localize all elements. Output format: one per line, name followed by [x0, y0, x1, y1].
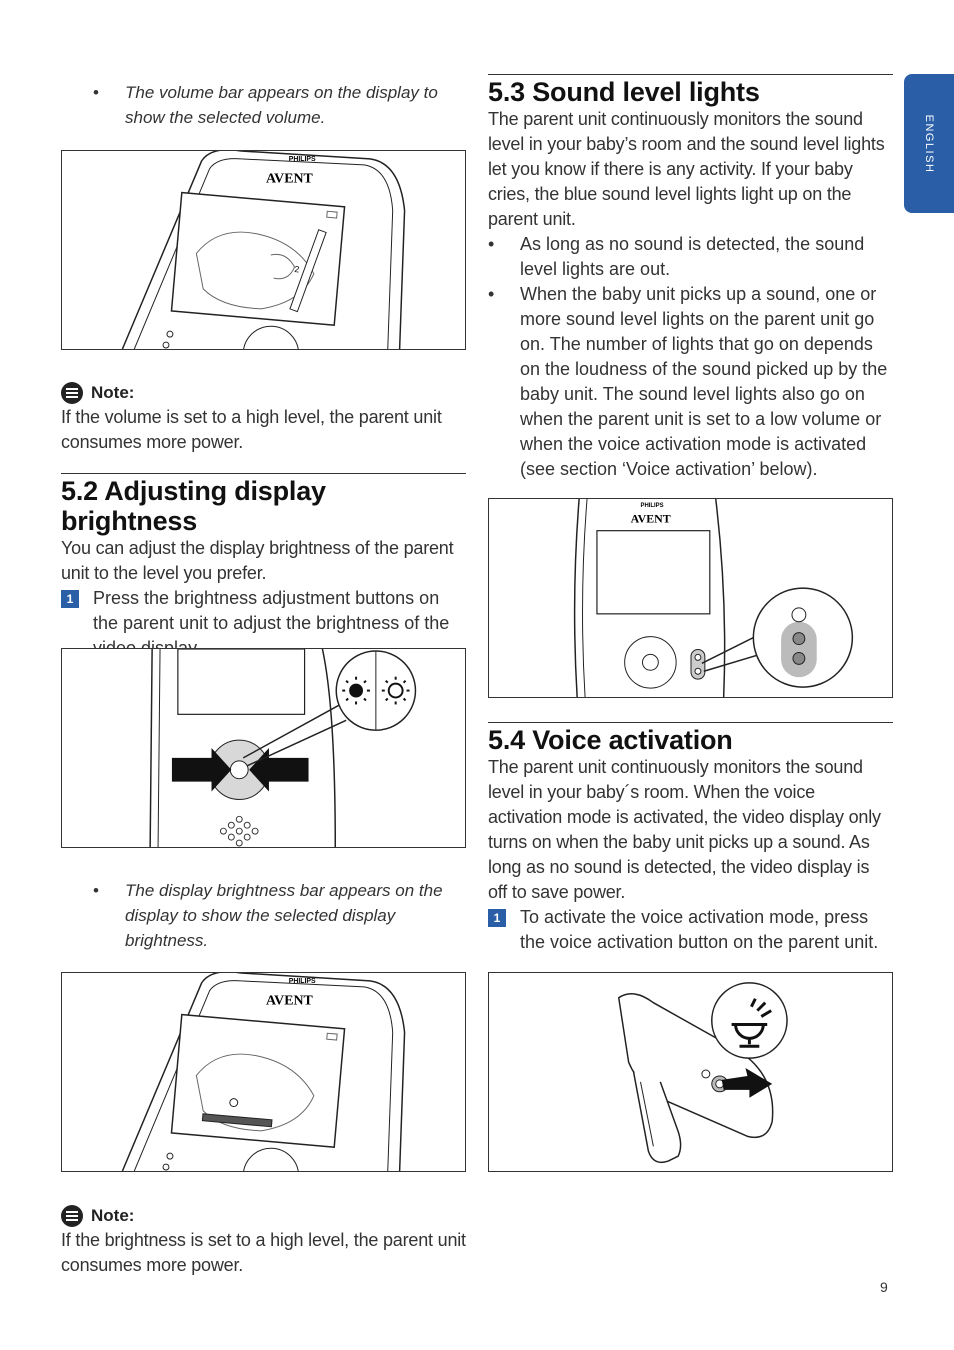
section-5-3-intro: The parent unit continuously monitors the sound level in your baby’s room and the sound level lights let you know if there is any activity. If your baby cries, the blue sound level lights light up on the parent unit. [488, 109, 885, 229]
note-icon [61, 1205, 83, 1227]
section-5-3 [488, 74, 893, 482]
figure-voice-activation [488, 972, 893, 1172]
note-brightness [61, 1203, 466, 1278]
note-brightness-text: If the brightness is set to a high level, the parent unit consumes more power. [61, 1230, 466, 1275]
section-5-4 [488, 722, 893, 955]
note-brightness-label: Note: [91, 1206, 135, 1225]
note-brightness-head [61, 1203, 466, 1228]
brightness-bar-bullet: • The display brightness bar appears on the display to show the selected display brightness. [61, 878, 466, 953]
brand-philips-text: PHILIPS [640, 502, 664, 509]
note-volume-label: Note: [91, 383, 135, 402]
volume-scale-text: 2 [293, 264, 300, 275]
step-number-badge: 1 [61, 590, 79, 608]
section-5-2-step-1-text: Press the brightness adjustment buttons on the parent unit to adjust the brightness of the [93, 588, 450, 633]
section-5-4-step-1-text: To activate the voice activation mode, press the voice activation button on the parent unit. [520, 907, 879, 952]
figure-volume-display [61, 150, 466, 350]
figure-sound-lights [488, 498, 893, 698]
brand-avent-text: AVENT [265, 992, 313, 1008]
section-5-4-title: 5.4 Voice activation [488, 722, 893, 755]
section-5-2-title: 5.2 Adjusting display brightness [61, 473, 466, 536]
language-tab-label: ENGLISH [923, 114, 935, 173]
note-icon [61, 382, 83, 404]
volume-bar-bullet: • The volume bar appears on the display to show the selected volume. [61, 80, 466, 130]
section-5-4-step-1 [488, 905, 893, 955]
section-5-2 [61, 473, 466, 661]
note-volume-head [61, 380, 466, 405]
note-volume-text: If the volume is set to a high level, the parent unit consumes more power. [61, 407, 442, 452]
brand-avent-text: AVENT [265, 170, 313, 186]
section-5-2-intro: You can adjust the display brightness of the parent unit to the level you prefer. [61, 538, 454, 583]
brand-philips-text: PHILIPS [288, 977, 316, 985]
section-5-3-bullet-1: • As long as no sound is detected, the sound level lights are out. [488, 232, 893, 282]
page-number: 9 [880, 1279, 888, 1295]
section-5-3-bullet-2: • When the baby unit picks up a sound, one or more sound level lights on the parent unit go on. The number of lights that go on depends on the loudness of the sound picked up by the baby unit. The sound level lights also go on when the parent unit is set to a low volume or when the voice activation mode is activated (see section ‘Voice activation’ below). [488, 282, 893, 482]
section-5-4-intro: The parent unit continuously monitors the sound level in your baby´s room. When the voice activation mode is activated, the video display only turns on when the baby unit picks up a sound. As long as no sound is detected, the video display is off to save power. [488, 757, 881, 902]
language-tab [904, 74, 954, 213]
step-number-badge: 1 [488, 909, 506, 927]
brand-avent-text: AVENT [630, 511, 671, 526]
brand-philips-text: PHILIPS [288, 155, 316, 163]
section-5-3-title: 5.3 Sound level lights [488, 74, 893, 107]
figure-brightness-buttons [61, 648, 466, 848]
figure-brightness-display [61, 972, 466, 1172]
note-volume [61, 380, 466, 455]
